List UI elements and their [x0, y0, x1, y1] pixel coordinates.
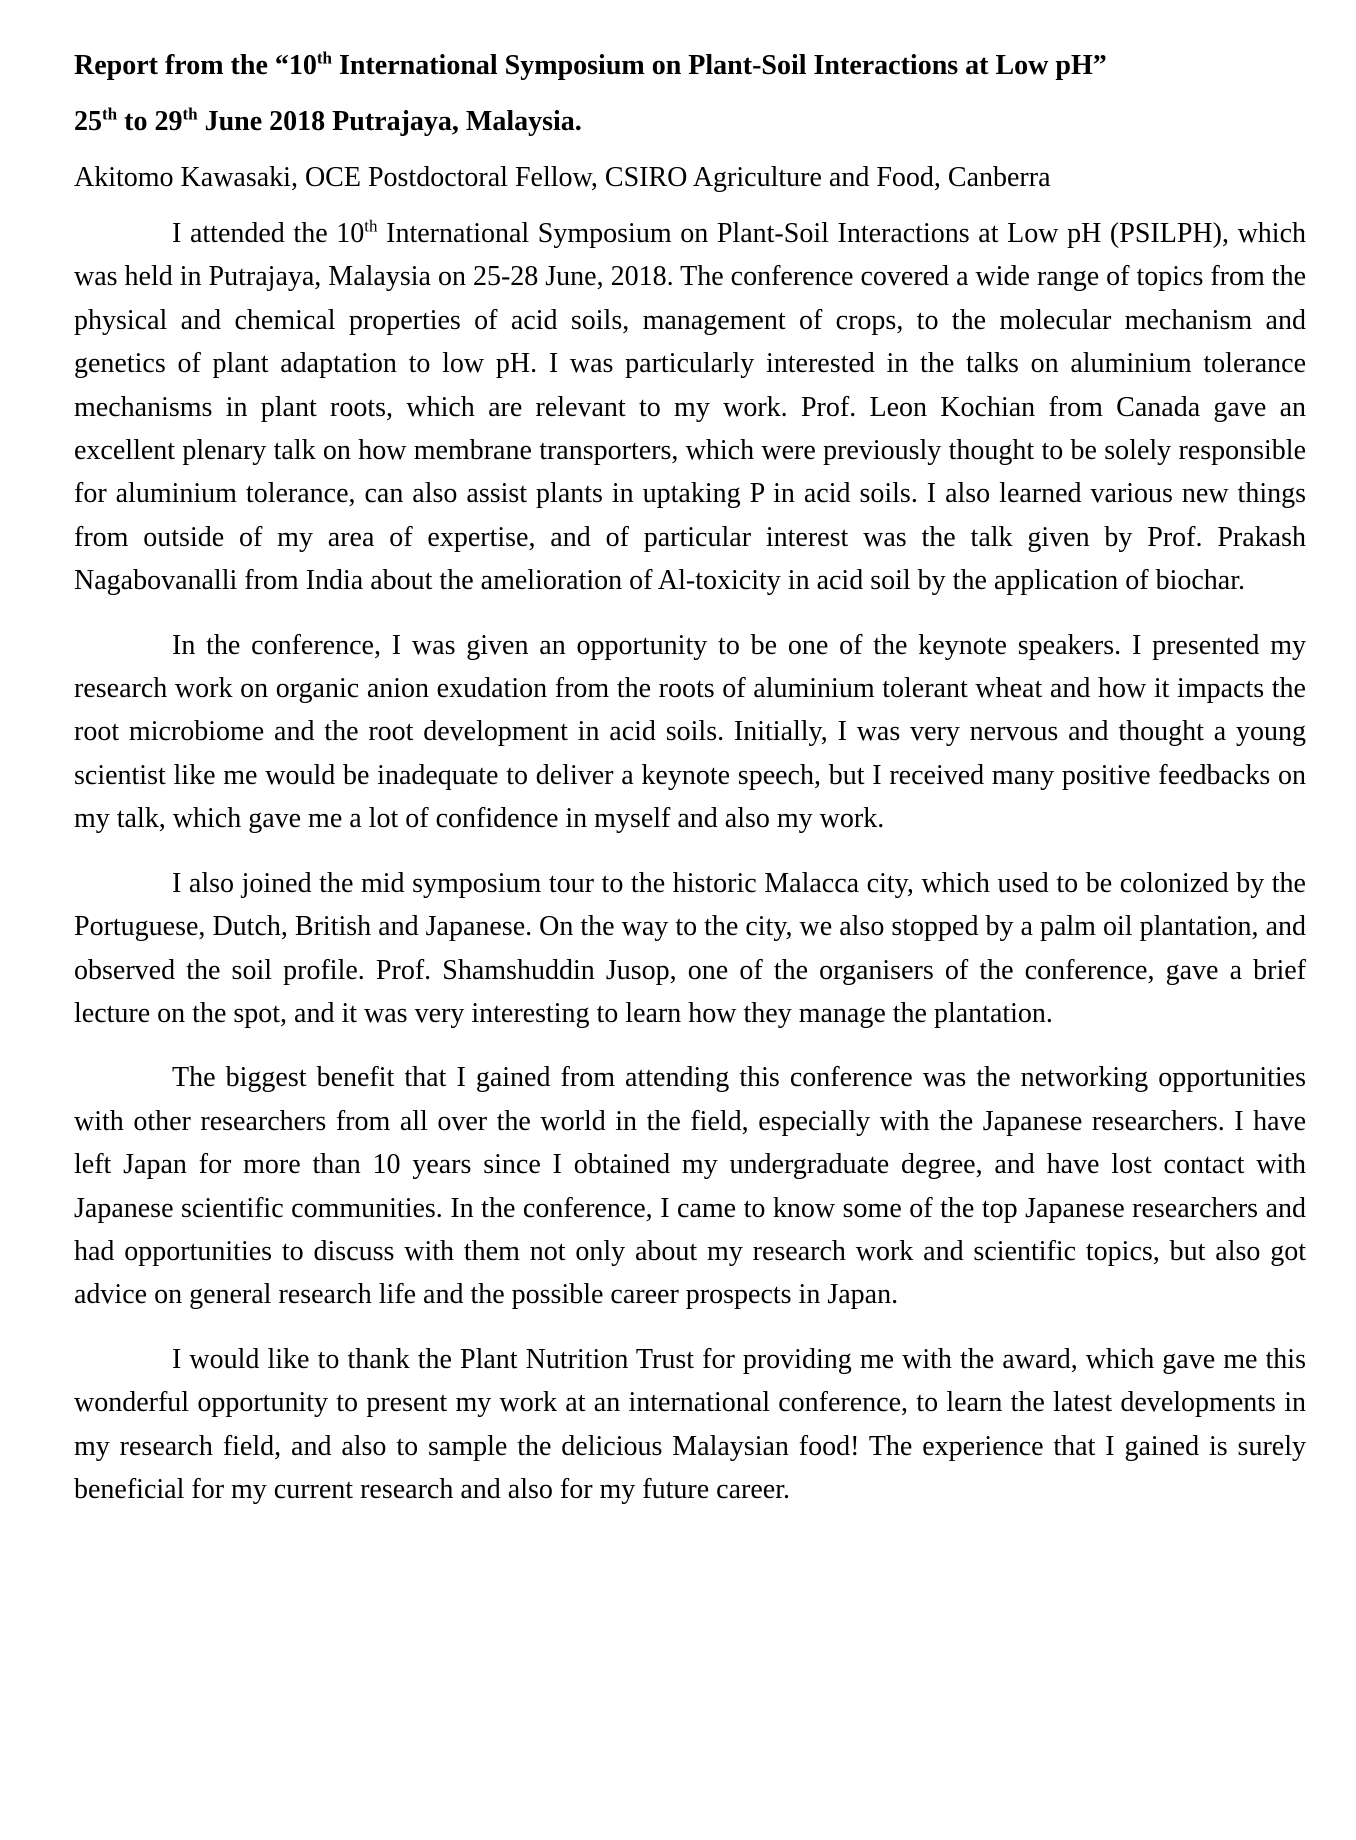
author-line: Akitomo Kawasaki, OCE Postdoctoral Fellow, CSIRO Agriculture and Food, Canberra [74, 162, 1051, 193]
paragraph-5: I would like to thank the Plant Nutrition Trust for providing me with the award, which gave me this wonderful opportunity to present my work at an international conference, to learn the latest developments in my research field, and also to sample the delicious Malaysian food! The experience that I gained is surely beneficial for my current research and also for my future career. [74, 1343, 1306, 1505]
event-dates [74, 104, 1306, 140]
dates-part3: June 2018 Putrajaya, Malaysia. [197, 106, 582, 137]
paragraph-1-sup: th [364, 216, 378, 236]
paragraph-3: I also joined the mid symposium tour to the historic Malacca city, which used to be colonized by the Portuguese, Dutch, British and Japanese. On the way to the city, we also stopped by a palm oil plantation, and observed the soil profile. Prof. Shamshuddin Jusop, one of the organisers of the conference, gave a brief lecture on the spot, and it was very interesting to learn how they manage the plantation. [74, 867, 1306, 1029]
dates-sup1: th [102, 104, 118, 124]
paragraph-1-post: International Symposium on Plant-Soil Interactions at Low pH (PSILPH), which was held in Putrajaya, Malaysia on 25-28 June, 2018. The conference covered a wide range of topics from the physical and chemical properties of acid soils, management of crops, to the molecular mechanism and genetics of plant adaptation to low pH. I was particularly interested in the talks on aluminium tolerance mechanisms in plant roots, which are relevant to my work. Prof. Leon Kochian from Canada gave an excellent plenary talk on how membrane transporters, which were previously thought to be solely responsible for aluminium tolerance, can also assist plants in uptaking P in acid soils. I also learned various new things from outside of my area of expertise, and of particular interest was the talk given by Prof. Prakash Nagabovanalli from India about the amelioration of Al-toxicity in acid soil by the application of biochar. [74, 218, 1307, 597]
paragraph-1 [74, 212, 1306, 603]
title-line1-sup: th [316, 48, 332, 68]
paragraph-1-pre: I attended the 10 [172, 218, 365, 249]
paragraph-4: The biggest benefit that I gained from attending this conference was the networking opportunities with other researchers from all over the world in the field, especially with the Japanese researchers. I have left Japan for more than 10 years since I obtained my undergraduate degree, and have lost contact with Japanese scientific communities. In the conference, I came to know some of the top Japanese researchers and had opportunities to discuss with them not only about my research work and scientific topics, but also got advice on general research life and the possible career prospects in Japan. [74, 1062, 1306, 1311]
document-page [74, 48, 1306, 1511]
dates-part1: 25 [74, 106, 102, 137]
dates-part2: to 29 [117, 106, 183, 137]
report-title [74, 48, 1306, 84]
dates-sup2: th [182, 104, 198, 124]
title-line1-pre: Report from the “10 [74, 50, 317, 81]
title-line1-post: International Symposium on Plant-Soil Interactions at Low pH” [332, 50, 1107, 81]
paragraph-2: In the conference, I was given an opportunity to be one of the keynote speakers. I presented my research work on organic anion exudation from the roots of aluminium tolerant wheat and how it impacts the root microbiome and the root development in acid soils. Initially, I was very nervous and thought a young scientist like me would be inadequate to deliver a keynote speech, but I received many positive feedbacks on my talk, which gave me a lot of confidence in myself and also my work. [74, 629, 1306, 835]
